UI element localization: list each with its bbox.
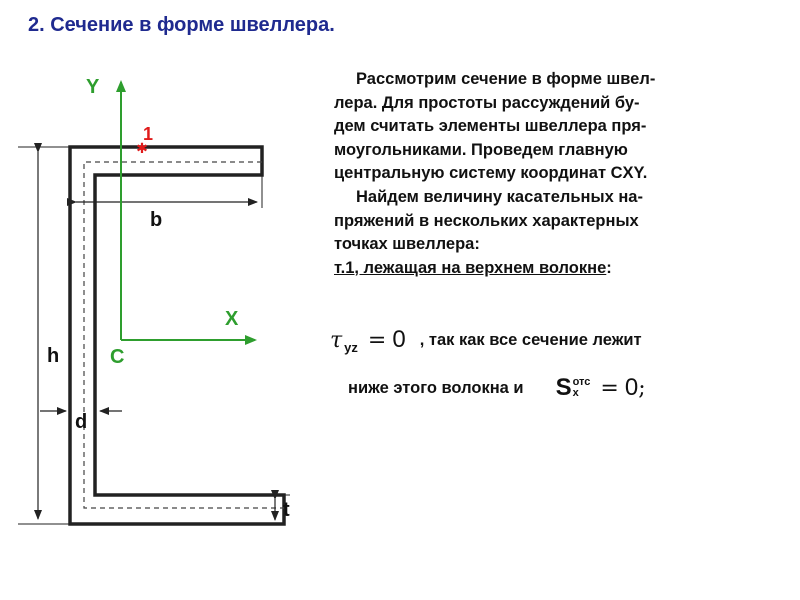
paragraph-2-line-3: точках швеллера: [334, 235, 480, 254]
paragraph-2-line-2: пряжений в нескольких характерных [334, 211, 639, 230]
dimension-d-label: d [75, 411, 88, 433]
explanation-text [334, 68, 774, 280]
paragraph-1-line-5: центральную систему координат CXY. [334, 164, 648, 183]
dimension-t-label: t [283, 499, 290, 521]
tau-subscript: yz [344, 339, 358, 355]
dimension-h-label: h [47, 345, 60, 367]
equals-sign: = [367, 327, 387, 353]
point-heading: т.1, лежащая на верхнем волокне: [334, 258, 612, 277]
formula-1-tail: , так как все сечение лежит [419, 330, 642, 349]
equals-sign-2: = [600, 375, 619, 401]
paragraph-2-line-1: Найдем величину касательных на- [356, 187, 643, 206]
paragraph-1-line-3: дем считать элементы швеллера пря- [334, 117, 647, 136]
dimension-b-label: b [150, 209, 163, 231]
s-symbol: S [555, 374, 572, 401]
paragraph-1-line-1: Рассмотрим сечение в форме швел- [356, 70, 656, 88]
paragraph-1-line-2: лера. Для простоты рассуждений бу- [334, 93, 640, 112]
formula-static-moment [348, 370, 646, 406]
formula-2-lead: ниже этого волокна и [348, 378, 524, 397]
axis-y-label: Y [86, 76, 100, 98]
formula-tau [330, 322, 642, 358]
channel-outline [70, 147, 284, 524]
point-1-marker: ✱ [136, 141, 148, 157]
point-1-label: 1 [143, 124, 154, 144]
origin-label: C [110, 346, 125, 368]
channel-midline [84, 162, 284, 508]
axis-x-label: X [225, 308, 239, 330]
formula-2-end: ; [638, 375, 646, 401]
tau-value: 0 [392, 326, 406, 353]
tau-symbol: τ [330, 327, 343, 353]
page-title: 2. Сечение в форме швеллера. [28, 14, 335, 36]
s-subscript: x [572, 387, 579, 399]
paragraph-1-line-4: моугольниками. Проведем главную [334, 140, 628, 159]
s-superscript: отс [572, 376, 591, 388]
s-value: 0 [624, 374, 639, 401]
